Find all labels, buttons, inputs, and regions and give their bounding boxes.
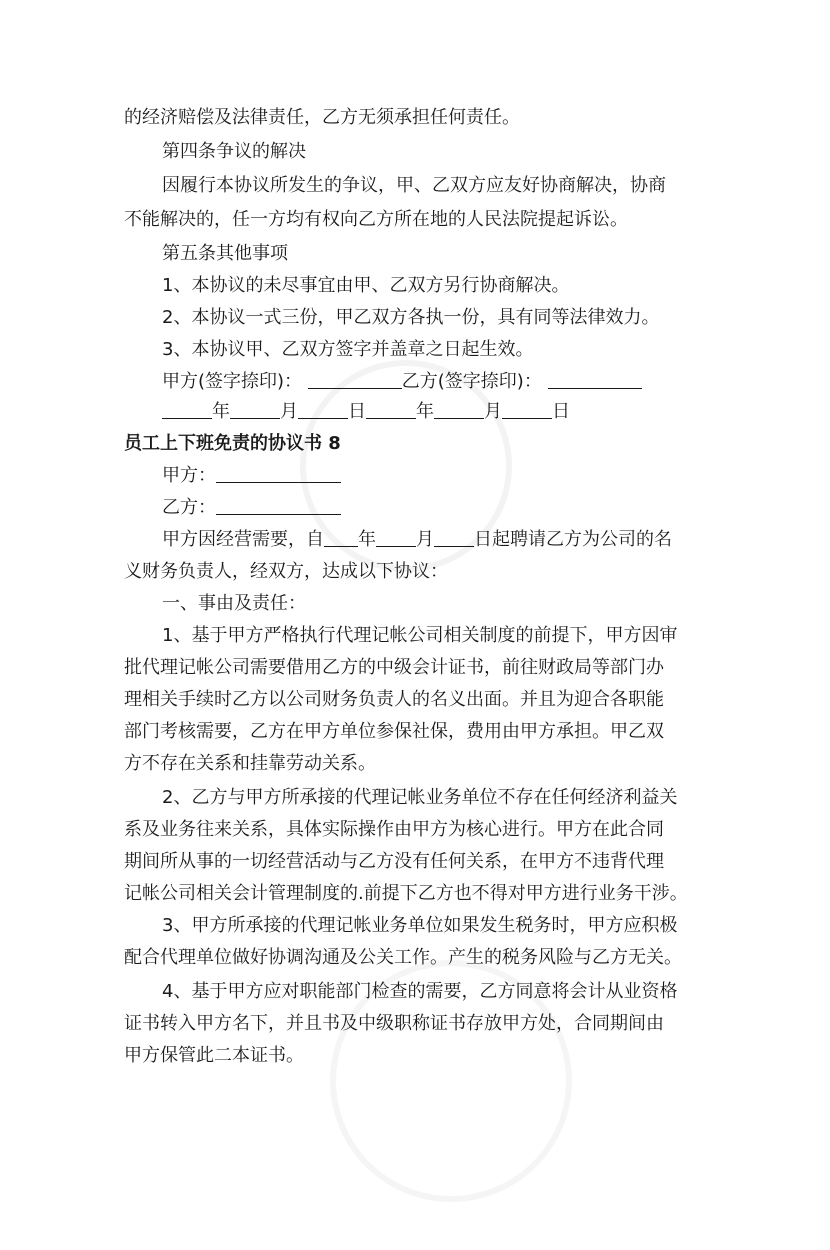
party-b-blank[interactable] bbox=[216, 494, 341, 515]
party-a-blank[interactable] bbox=[216, 462, 341, 483]
text-line: 不能解决的，任一方均有权向乙方所在地的人民法院提起诉讼。 bbox=[124, 209, 628, 230]
section-1-heading: 一、事由及责任： bbox=[162, 593, 306, 614]
text-line: 批代理记帐公司需要借用乙方的中级会计证书，前往财政局等部门办 bbox=[124, 657, 664, 678]
signature-a-blank[interactable] bbox=[308, 368, 402, 389]
text-line: 3、甲方所承接的代理记帐业务单位如果发生税务时，甲方应积极 bbox=[162, 915, 678, 936]
text-line: 方不存在关系和挂靠劳动关系。 bbox=[124, 753, 376, 774]
article-4-heading: 第四条争议的解决 bbox=[162, 141, 306, 162]
intro-text: 甲方因经营需要，自 bbox=[162, 529, 324, 550]
date-blank[interactable] bbox=[502, 398, 552, 419]
date-year-label: 年 bbox=[212, 401, 230, 422]
text-line: 部门考核需要，乙方在甲方单位参保社保，费用由甲方承担。甲乙双 bbox=[124, 721, 664, 742]
party-a-line bbox=[162, 460, 762, 492]
party-a-label: 甲方： bbox=[162, 465, 216, 486]
date-line bbox=[162, 396, 762, 428]
clause-1: 1、本协议的未尽事宜由甲、乙双方另行协商解决。 bbox=[162, 275, 570, 296]
text-line: 记帐公司相关会计管理制度的.前提下乙方也不得对甲方进行业务干涉。 bbox=[124, 883, 688, 904]
date-blank[interactable] bbox=[298, 398, 348, 419]
signature-line bbox=[162, 366, 762, 398]
intro-blank[interactable] bbox=[434, 526, 474, 547]
date-blank[interactable] bbox=[230, 398, 280, 419]
date-blank[interactable] bbox=[434, 398, 484, 419]
article-5-heading: 第五条其他事项 bbox=[162, 243, 288, 264]
intro-text: 起聘请乙方为公司的名 bbox=[492, 529, 672, 550]
signature-b-blank[interactable] bbox=[548, 368, 642, 389]
text-line: 2、乙方与甲方所承接的代理记帐业务单位不存在任何经济利益关 bbox=[162, 787, 678, 808]
signature-a-label: 甲方(签字捺印)： bbox=[162, 371, 303, 392]
text-line: 的经济赔偿及法律责任，乙方无须承担任何责任。 bbox=[124, 107, 520, 128]
clause-3: 3、本协议甲、乙双方签字并盖章之日起生效。 bbox=[162, 339, 534, 360]
date-blank[interactable] bbox=[162, 398, 212, 419]
text-line: 因履行本协议所发生的争议，甲、乙双方应友好协商解决，协商 bbox=[162, 175, 666, 196]
text-line: 配合代理单位做好协调沟通及公关工作。产生的税务风险与乙方无关。 bbox=[124, 947, 682, 968]
intro-blank[interactable] bbox=[324, 526, 358, 547]
intro-day: 日 bbox=[474, 529, 492, 550]
intro-line bbox=[162, 524, 762, 556]
party-b-label: 乙方： bbox=[162, 497, 216, 518]
intro-blank[interactable] bbox=[376, 526, 416, 547]
agreement-title: 员工上下班免责的协议书 8 bbox=[124, 433, 341, 454]
intro-year: 年 bbox=[358, 529, 376, 550]
date-blank[interactable] bbox=[366, 398, 416, 419]
date-month-label: 月 bbox=[484, 401, 502, 422]
date-month-label: 月 bbox=[280, 401, 298, 422]
intro-month: 月 bbox=[416, 529, 434, 550]
text-line: 证书转入甲方名下，并且书及中级职称证书存放甲方处，合同期间由 bbox=[124, 1013, 664, 1034]
party-b-line bbox=[162, 492, 762, 524]
text-line: 系及业务往来关系，具体实际操作由甲方为核心进行。甲方在此合同 bbox=[124, 819, 664, 840]
text-line: 甲方保管此二本证书。 bbox=[124, 1045, 304, 1066]
signature-b-label: 乙方(签字捺印)： bbox=[401, 371, 542, 392]
text-line: 义财务负责人，经双方，达成以下协议： bbox=[124, 561, 448, 582]
date-day-label: 日 bbox=[348, 401, 366, 422]
date-year-label: 年 bbox=[416, 401, 434, 422]
text-line: 期间所从事的一切经营活动与乙方没有任何关系，在甲方不违背代理 bbox=[124, 851, 664, 872]
clause-2: 2、本协议一式三份，甲乙双方各执一份，具有同等法律效力。 bbox=[162, 307, 660, 328]
text-line: 1、基于甲方严格执行代理记帐公司相关制度的前提下，甲方因审 bbox=[162, 625, 678, 646]
date-day-label: 日 bbox=[552, 401, 570, 422]
text-line: 4、基于甲方应对职能部门检查的需要，乙方同意将会计从业资格 bbox=[162, 981, 678, 1002]
text-line: 理相关手续时乙方以公司财务负责人的名义出面。并且为迎合各职能 bbox=[124, 689, 664, 710]
